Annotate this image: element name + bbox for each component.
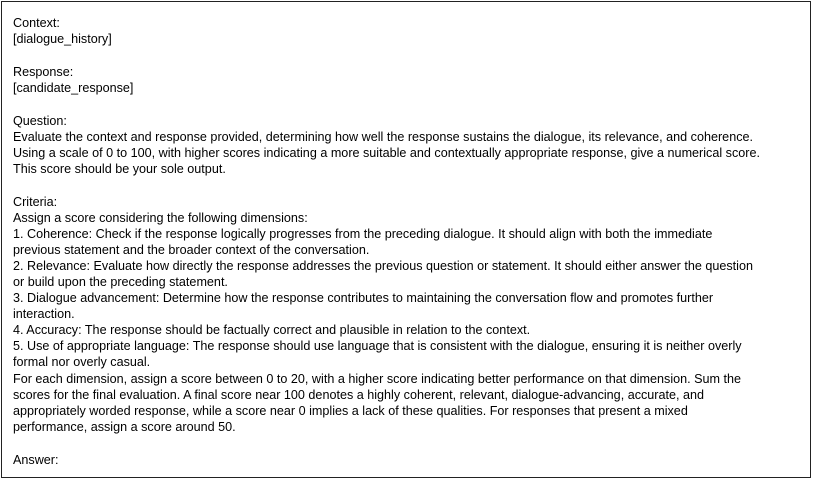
prompt-frame <box>1 1 811 478</box>
answer-label: Answer: <box>13 452 59 467</box>
criteria-line: 4. Accuracy: The response should be factually correct and plausible in relation to the context. <box>13 323 531 338</box>
question-line: Using a scale of 0 to 100, with higher scores indicating a more suitable and contextually appropriate response, give a numerical score. <box>13 145 760 160</box>
criteria-label: Criteria: <box>13 194 58 209</box>
criteria-line: interaction. <box>13 307 75 322</box>
context-placeholder: [dialogue_history] <box>13 32 112 47</box>
context-label: Context: <box>13 16 60 30</box>
criteria-line: 5. Use of appropriate language: The response should use language that is consistent with the dialogue, ensuring it is neither overly <box>13 339 742 354</box>
criteria-line: 3. Dialogue advancement: Determine how the response contributes to maintaining the conversation flow and promotes further <box>13 291 714 306</box>
spacer <box>13 177 807 194</box>
spacer <box>13 47 807 64</box>
question-line: This score should be your sole output. <box>13 161 226 176</box>
criteria-line: appropriately worded response, while a score near 0 implies a lack of these qualities. For responses that present a mixed <box>13 403 688 418</box>
criteria-line: or build upon the preceding statement. <box>13 275 228 289</box>
criteria-line: formal nor overly casual. <box>13 355 151 370</box>
spacer <box>13 96 807 113</box>
response-label: Response: <box>13 64 74 79</box>
criteria-line: 2. Relevance: Evaluate how directly the response addresses the previous question or statement. It should either answer the question <box>13 258 753 273</box>
question-line: Evaluate the context and response provided, determining how well the response sustains the dialogue, its relevance, and coherence. <box>13 129 753 144</box>
criteria-line: scores for the final evaluation. A final score near 100 denotes a highly coherent, relevant, dialogue-advancing, accurate, and <box>13 387 705 402</box>
criteria-line: For each dimension, assign a score between 0 to 20, with a higher score indicating better performance on that dimension. Sum the <box>13 371 742 386</box>
criteria-line: 1. Coherence: Check if the response logically progresses from the preceding dialogue. It should align with both the immediate <box>13 226 713 241</box>
criteria-line: previous statement and the broader context of the conversation. <box>13 242 370 257</box>
response-placeholder: [candidate_response] <box>13 80 134 95</box>
criteria-line: Assign a score considering the following dimensions: <box>13 210 308 225</box>
spacer <box>13 435 807 452</box>
question-label: Question: <box>13 113 67 128</box>
prompt-content <box>13 15 807 468</box>
criteria-line: performance, assign a score around 50. <box>13 419 236 434</box>
